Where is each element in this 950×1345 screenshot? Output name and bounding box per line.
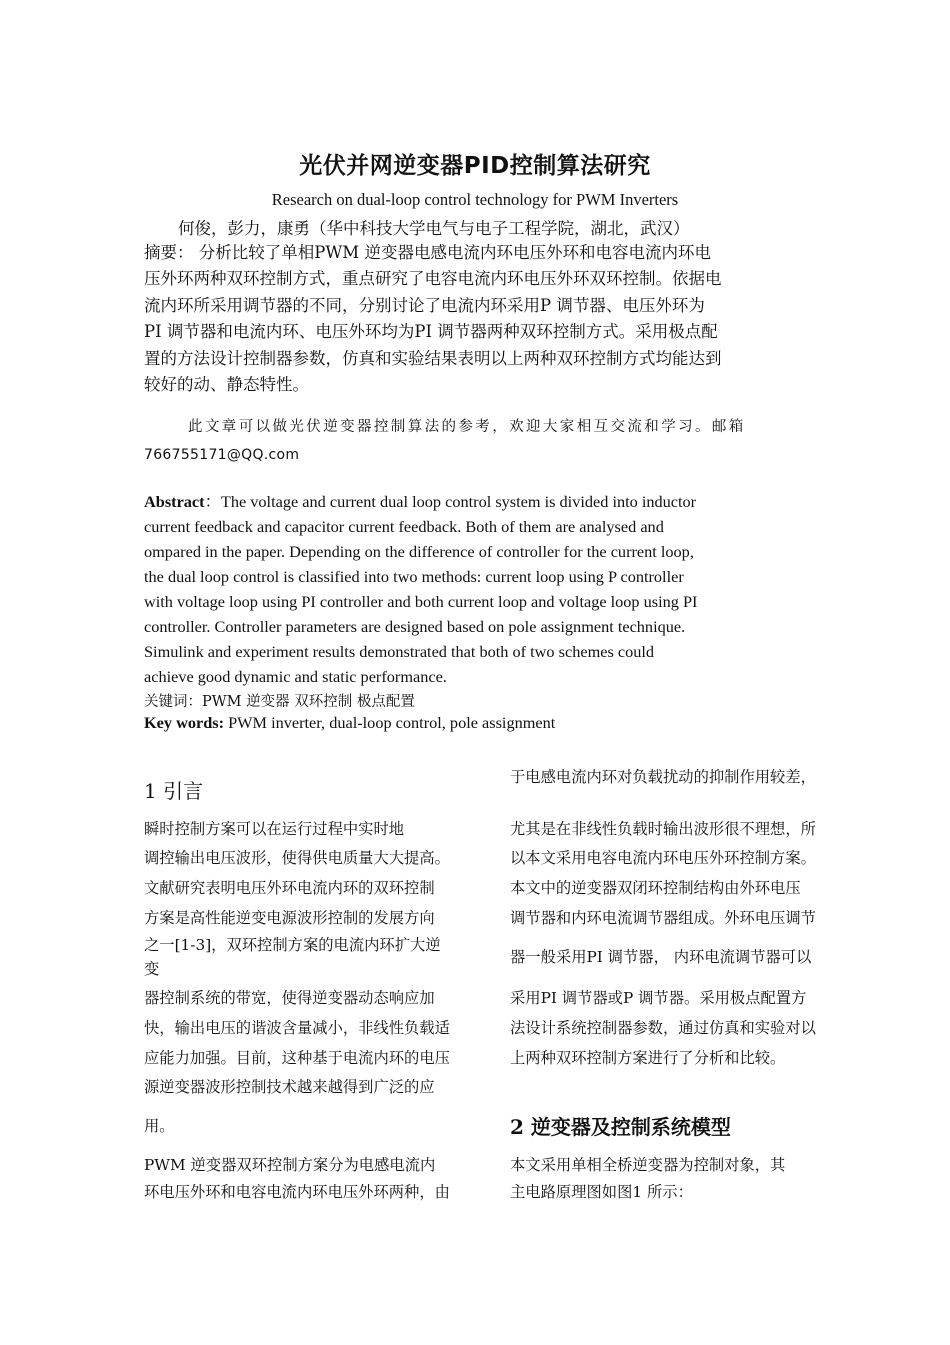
keywords-en-text: PWM inverter, dual-loop control, pole assignment — [224, 713, 556, 732]
abstract-en-line: the dual loop control is classified into two methods: current loop using P controller — [144, 567, 684, 586]
body-line: 本文采用单相全桥逆变器为控制对象，其 — [510, 1156, 786, 1174]
abstract-en-line: controller. Controller parameters are designed based on pole assignment technique. — [144, 617, 686, 636]
body-line: 法设计系统控制器参数，通过仿真和实验对以 — [510, 1019, 816, 1037]
body-line: 调节器和内环电流调节器组成。外环电压调节 — [510, 909, 816, 927]
body-line: 器一般采用PI 调节器， 内环电流调节器可以 — [510, 948, 812, 966]
keywords-cn: 关键词：PWM 逆变器 双环控制 极点配置 — [144, 694, 415, 710]
body-line: 变 — [144, 960, 160, 978]
chinese-abstract — [144, 240, 814, 398]
author-note — [144, 413, 814, 469]
author-line: 何俊，彭力，康勇（华中科技大学电气与电子工程学院，湖北，武汉） — [178, 219, 690, 238]
section-heading-introduction: 1 引言 — [144, 779, 204, 803]
body-line: 主电路原理图如图1 所示： — [510, 1183, 693, 1201]
abstract-label: Abstract — [144, 492, 205, 511]
body-line: 本文中的逆变器双闭环控制结构由外环电压 — [510, 879, 801, 897]
section-heading-model: 2 逆变器及控制系统模型 — [510, 1115, 731, 1139]
abstract-en-first-line — [144, 489, 824, 514]
body-line: 环电压外环和电容电流内环电压外环两种，由 — [144, 1183, 450, 1201]
body-line: 上两种双环控制方案进行了分析和比较。 — [510, 1049, 786, 1067]
body-line: 于电感电流内环对负载扰动的抑制作用较差， — [510, 768, 816, 786]
body-line: 文献研究表明电压外环电流内环的双环控制 — [144, 879, 435, 897]
body-line: 应能力加强。目前，这种基于电流内环的电压 — [144, 1049, 450, 1067]
english-abstract — [144, 489, 824, 689]
body-line: PWM 逆变器双环控制方案分为电感电流内 — [144, 1156, 436, 1174]
abstract-en-text: The voltage and current dual loop control system is divided into inductor — [220, 492, 697, 511]
keywords-en-label: Key words: — [144, 713, 225, 732]
body-line: 采用PI 调节器或P 调节器。采用极点配置方 — [510, 989, 807, 1007]
paper-title: 光伏并网逆变器PID控制算法研究 — [299, 153, 651, 179]
body-line: 尤其是在非线性负载时输出波形很不理想，所 — [510, 820, 816, 838]
abstract-en-line: achieve good dynamic and static performance. — [144, 667, 447, 686]
contact-email: 766755171@QQ.com — [144, 447, 300, 463]
body-line: 调控输出电压波形，使得供电质量大大提高。 — [144, 849, 450, 867]
body-line: 以本文采用电容电流内环电压外环控制方案。 — [510, 849, 816, 867]
body-line: 快，输出电压的谐波含量减小，非线性负载适 — [144, 1019, 450, 1037]
abstract-cn-line: PI 调节器和电流内环、电压外环均为PI 调节器两种双环控制方式。采用极点配 — [144, 322, 718, 342]
body-line: 器控制系统的带宽，使得逆变器动态响应加 — [144, 989, 435, 1007]
abstract-cn-line: 较好的动、静态特性。 — [144, 375, 309, 395]
body-line: 之一[1-3]，双环控制方案的电流内环扩大逆 — [144, 936, 441, 954]
abstract-en-line: Simulink and experiment results demonstrated that both of two schemes could — [144, 642, 655, 661]
note-text: 此文章可以做光伏逆变器控制算法的参考，欢迎大家相互交流和学习。邮箱 — [188, 419, 746, 435]
body-line: 源逆变器波形控制技术越来越得到广泛的应 — [144, 1078, 435, 1096]
abstract-separator: ： — [204, 492, 221, 511]
abstract-cn-line: 流内环所采用调节器的不同，分别讨论了电流内环采用P 调节器、电压外环为 — [144, 295, 705, 315]
body-line: 方案是高性能逆变电源波形控制的发展方向 — [144, 909, 435, 927]
abstract-cn-line: 压外环两种双环控制方式，重点研究了电容电流内环电压外环双环控制。依据电 — [144, 269, 722, 289]
keywords-en — [144, 713, 555, 733]
abstract-en-line: ompared in the paper. Depending on the difference of controller for the current loop, — [144, 542, 694, 561]
paper-subtitle: Research on dual-loop control technology for PWM Inverters — [271, 190, 679, 209]
abstract-en-line: with voltage loop using PI controller and both current loop and voltage loop using PI — [144, 592, 698, 611]
body-line: 用。 — [144, 1117, 175, 1135]
abstract-en-line: current feedback and capacitor current feedback. Both of them are analysed and — [144, 517, 664, 536]
abstract-cn-line: 摘要： 分析比较了单相PWM 逆变器电感电流内环电压外环和电容电流内环电 — [144, 243, 711, 262]
body-line: 瞬时控制方案可以在运行过程中实时地 — [144, 820, 405, 838]
abstract-cn-line: 置的方法设计控制器参数，仿真和实验结果表明以上两种双环控制方式均能达到 — [144, 348, 722, 368]
